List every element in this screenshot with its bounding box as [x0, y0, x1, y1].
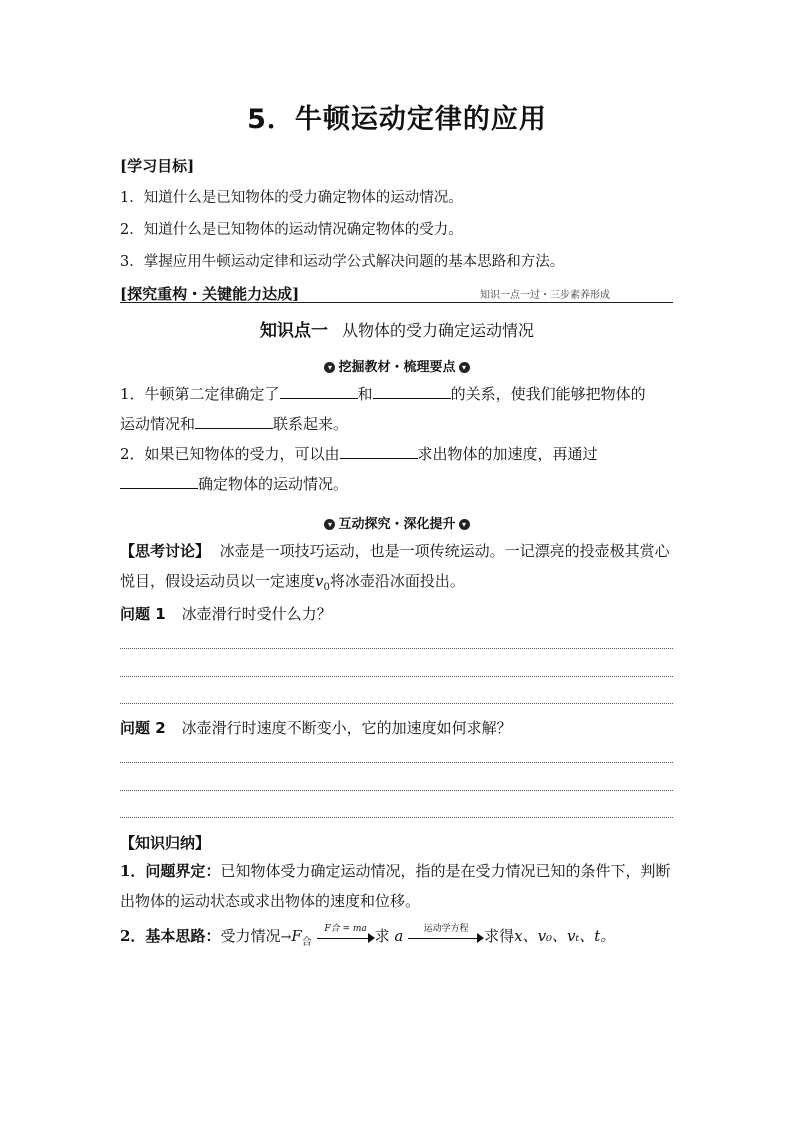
summary-item-1: 1．问题界定：已知物体受力确定运动情况，指的是在受力情况已知的条件下，判断出物体的运动状态或求出物体的速度和位移。: [120, 862, 671, 910]
arrow-right-icon: [368, 933, 375, 943]
question-2: 问题 2 冰壶滑行时速度不断变小，它的加速度如何求解？: [120, 719, 512, 737]
blank-field[interactable]: [195, 414, 273, 429]
chevron-down-icon: ▾: [324, 519, 335, 530]
objective-item-1: 1．知道什么是已知物体的受力确定物体的运动情况。: [120, 190, 463, 206]
summary-item-2: 2．基本思路：受力情况$\to F_合$ F合 = ma 求 a 运动学方程 求得x、v₀、vₜ、t。: [120, 924, 616, 948]
answer-line[interactable]: [120, 762, 673, 763]
arrow-right-icon: [477, 933, 484, 943]
blank-field[interactable]: [280, 384, 358, 399]
banner-textbook: ▾ 挖掘教材・梳理要点 ▾: [0, 356, 794, 375]
answer-line[interactable]: [120, 648, 673, 649]
fill-item-2: 2．如果已知物体的受力，可以由 求出物体的加速度，再通过 确定物体的运动情况。: [120, 445, 598, 493]
blank-field[interactable]: [373, 384, 451, 399]
answer-line[interactable]: [120, 817, 673, 818]
chevron-down-icon: ▾: [459, 362, 470, 373]
knowledge-point-text: 从物体的受力确定运动情况: [341, 321, 534, 340]
kinematics-arrow: 运动学方程: [408, 927, 484, 947]
answer-line[interactable]: [120, 790, 673, 791]
chevron-down-icon: ▾: [324, 362, 335, 373]
answer-line[interactable]: [120, 703, 673, 704]
question-1: 问题 1 冰壶滑行时受什么力？: [120, 605, 332, 623]
banner-interactive: ▾ 互动探究・深化提升 ▾: [0, 513, 794, 532]
formula-arrow: F合 = ma: [317, 927, 375, 947]
summary-label: 【知识归纳】: [120, 834, 211, 852]
chevron-down-icon: ▾: [459, 519, 470, 530]
fill-item-1: 1．牛顿第二定律确定了 和 的关系，使我们能够把物体的 运动情况和 联系起来。: [120, 385, 646, 433]
blank-field[interactable]: [120, 474, 198, 489]
section-heading: [探究重构・关键能力达成]: [120, 285, 300, 303]
page-title: 5．牛顿运动定律的应用: [247, 104, 547, 135]
discussion-label: 【思考讨论】: [120, 542, 211, 560]
section-subheading: 知识一点一过・三步素养形成: [480, 290, 610, 301]
discussion-paragraph: 【思考讨论】 冰壶是一项技巧运动，也是一项传统运动。一记漂亮的投壶极其赏心悦目，假设运动员以一定速度$v_0$将冰壶沿冰面投出。: [120, 542, 670, 593]
blank-field[interactable]: [340, 444, 418, 459]
objectives-label: [学习目标]: [120, 157, 195, 175]
answer-line[interactable]: [120, 676, 673, 677]
objective-item-3: 3．掌握应用牛顿运动定律和运动学公式解决问题的基本思路和方法。: [120, 254, 565, 270]
knowledge-point-title: [0, 316, 794, 341]
knowledge-point-number: 知识点一: [259, 321, 328, 341]
objective-item-2: 2．知道什么是已知物体的运动情况确定物体的受力。: [120, 222, 463, 238]
